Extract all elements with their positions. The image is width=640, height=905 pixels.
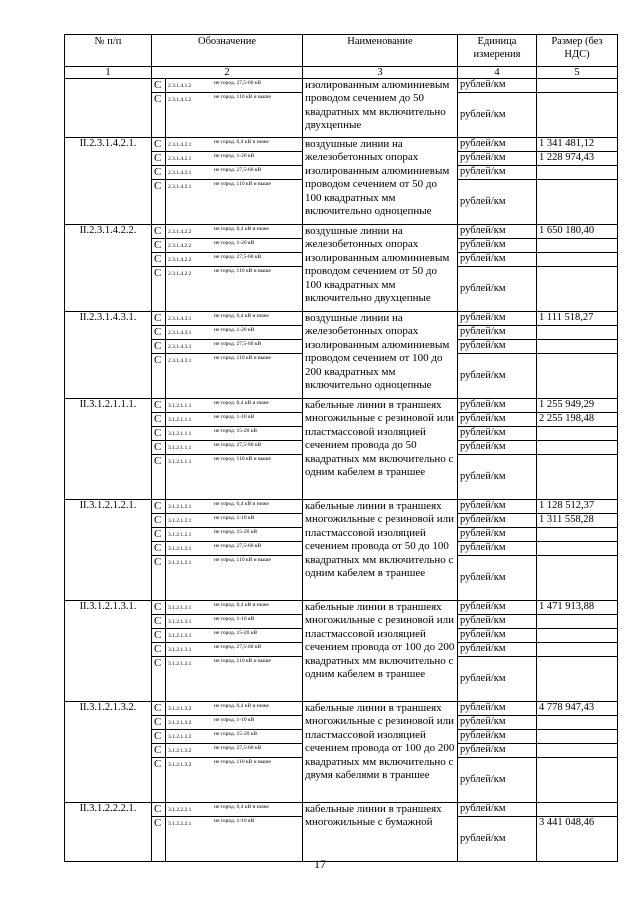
code-subtitle: не город. 1-10 кВ [214, 515, 255, 521]
designation-code [166, 152, 303, 166]
code-subtitle: не город. 1-20 кВ [214, 240, 255, 246]
designation-code [166, 528, 303, 542]
code-value: 3.1.2.1.2.1 [168, 518, 192, 524]
item-number: II.3.1.2.1.1.1. [65, 399, 152, 500]
code-value: 3.1.2.1.1.1 [168, 417, 192, 423]
item-number [65, 79, 152, 138]
code-letter: С [152, 730, 166, 744]
unit-cell: рублей/км [458, 239, 537, 253]
designation-code [166, 542, 303, 556]
unit-cell: рублей/км [458, 716, 537, 730]
code-subtitle: не город. 1-10 кВ [214, 717, 255, 723]
code-subtitle: не город. 1-20 кВ [214, 153, 255, 159]
code-subtitle: не город. 27,5-60 кВ [214, 745, 262, 751]
item-name: изолированным алюминиевым проводом сечением до 50 квадратных мм включительно двухцепные [303, 79, 458, 138]
unit-cell: рублей/км [458, 528, 537, 542]
unit-cell: рублей/км [458, 643, 537, 657]
designation-code [166, 758, 303, 803]
code-value: 2.3.1.4.1.2 [168, 97, 192, 103]
code-letter: С [152, 326, 166, 340]
table-row [65, 601, 618, 615]
code-value: 2.3.1.4.3.1 [168, 344, 192, 350]
designation-code [166, 803, 303, 817]
code-value: 3.1.2.1.3.1 [168, 661, 192, 667]
unit-cell: рублей/км [458, 629, 537, 643]
code-letter: С [152, 267, 166, 312]
designation-code [166, 643, 303, 657]
designation-code [166, 730, 303, 744]
column-numbers-row [65, 67, 618, 79]
code-value: 2.3.1.4.2.2 [168, 229, 192, 235]
code-value: 3.1.2.1.2.1 [168, 546, 192, 552]
code-letter: С [152, 500, 166, 514]
code-letter: С [152, 657, 166, 702]
table-row [65, 79, 618, 93]
designation-code [166, 413, 303, 427]
code-value: 3.1.2.2.2.1 [168, 807, 192, 813]
column-number: 2 [152, 67, 303, 79]
code-letter: С [152, 455, 166, 500]
code-letter: С [152, 758, 166, 803]
code-letter: С [152, 556, 166, 601]
code-subtitle: не город. 110 кВ и выше [214, 557, 271, 563]
unit-cell: рублей/км [458, 542, 537, 556]
table-row [65, 500, 618, 514]
designation-code [166, 180, 303, 225]
code-letter: С [152, 340, 166, 354]
designation-code [166, 239, 303, 253]
code-value: 2.3.1.4.2.1 [168, 156, 192, 162]
unit-cell: рублей/км [458, 93, 537, 138]
code-subtitle: не город. 0,4 кВ и ниже [214, 313, 269, 319]
designation-code [166, 326, 303, 340]
unit-cell: рублей/км [458, 413, 537, 427]
unit-cell: рублей/км [458, 514, 537, 528]
table-row [65, 225, 618, 239]
column-number: 5 [537, 67, 618, 79]
unit-cell: рублей/км [458, 615, 537, 629]
code-subtitle: не город. 27,5-60 кВ [214, 543, 262, 549]
designation-code [166, 629, 303, 643]
item-name: воздушные линии на железобетонных опорах изолированным алюминиевым проводом сечением от 100 до 200 квадратных мм включительно одноцепные [303, 312, 458, 399]
table-row [65, 702, 618, 716]
value-cell: 3 441 048,46 [537, 817, 618, 862]
unit-cell: рублей/км [458, 556, 537, 601]
value-cell [537, 542, 618, 556]
designation-code [166, 399, 303, 413]
item-number: II.2.3.1.4.3.1. [65, 312, 152, 399]
code-value: 3.1.2.1.3.1 [168, 647, 192, 653]
unit-cell: рублей/км [458, 702, 537, 716]
designation-code [166, 354, 303, 399]
item-name: воздушные линии на железобетонных опорах изолированным алюминиевым проводом сечением от 50 до 100 квадратных мм включительно одноцепные [303, 138, 458, 225]
code-letter: С [152, 427, 166, 441]
designation-code [166, 601, 303, 615]
value-cell [537, 528, 618, 542]
unit-cell: рублей/км [458, 744, 537, 758]
header-col-name: Наименование [303, 35, 458, 67]
code-subtitle: не город. 110 кВ и выше [214, 181, 271, 187]
value-cell: 2 255 198,48 [537, 413, 618, 427]
value-cell: 1 341 481,12 [537, 138, 618, 152]
designation-code [166, 253, 303, 267]
unit-cell: рублей/км [458, 253, 537, 267]
code-subtitle: не город. 0,4 кВ и ниже [214, 602, 269, 608]
code-letter: С [152, 629, 166, 643]
value-cell [537, 716, 618, 730]
value-cell [537, 643, 618, 657]
tariff-table [64, 34, 618, 862]
code-subtitle: не город. 27,5-60 кВ [214, 442, 262, 448]
value-cell [537, 326, 618, 340]
designation-code [166, 702, 303, 716]
item-number: II.2.3.1.4.2.2. [65, 225, 152, 312]
code-value: 3.1.2.1.3.1 [168, 633, 192, 639]
code-subtitle: не город. 1-20 кВ [214, 327, 255, 333]
value-cell [537, 239, 618, 253]
code-subtitle: не город. 110 кВ и выше [214, 268, 271, 274]
code-value: 3.1.2.1.3.2 [168, 706, 192, 712]
unit-cell: рублей/км [458, 758, 537, 803]
code-letter: С [152, 528, 166, 542]
code-letter: С [152, 180, 166, 225]
code-subtitle: не город. 110 кВ и выше [214, 759, 271, 765]
value-cell: 1 128 512,37 [537, 500, 618, 514]
code-subtitle: не город. 0,4 кВ и ниже [214, 400, 269, 406]
code-subtitle: не город. 110 кВ и выше [214, 658, 271, 664]
header-col-number: № п/п [65, 35, 152, 67]
code-letter: С [152, 601, 166, 615]
designation-code [166, 455, 303, 500]
code-subtitle: не город. 1-10 кВ [214, 616, 255, 622]
value-cell [537, 441, 618, 455]
unit-cell: рублей/км [458, 601, 537, 615]
designation-code [166, 267, 303, 312]
code-subtitle: не город. 1-10 кВ [214, 414, 255, 420]
code-letter: С [152, 615, 166, 629]
code-subtitle: не город. 0,4 кВ и ниже [214, 703, 269, 709]
unit-cell: рублей/км [458, 166, 537, 180]
designation-code [166, 93, 303, 138]
designation-code [166, 657, 303, 702]
designation-code [166, 744, 303, 758]
unit-cell: рублей/км [458, 399, 537, 413]
table-row [65, 803, 618, 817]
header-col-designation: Обозначение [152, 35, 303, 67]
code-value: 3.1.2.1.3.1 [168, 605, 192, 611]
code-value: 3.1.2.1.2.1 [168, 504, 192, 510]
header-col-unit: Единица измерения [458, 35, 537, 67]
value-cell [537, 354, 618, 399]
value-cell [537, 657, 618, 702]
designation-code [166, 500, 303, 514]
designation-code [166, 312, 303, 326]
value-cell [537, 180, 618, 225]
code-subtitle: не город. 110 кВ и выше [214, 355, 271, 361]
code-letter: С [152, 93, 166, 138]
code-value: 2.3.1.4.3.1 [168, 330, 192, 336]
code-letter: С [152, 803, 166, 817]
code-value: 3.1.2.1.1.1 [168, 445, 192, 451]
value-cell [537, 803, 618, 817]
unit-cell: рублей/км [458, 427, 537, 441]
code-letter: С [152, 399, 166, 413]
value-cell [537, 758, 618, 803]
designation-code [166, 716, 303, 730]
value-cell [537, 166, 618, 180]
code-subtitle: не город. 27,5-60 кВ [214, 341, 262, 347]
item-name: кабельные линии в траншеях многожильные с резиновой или пластмассовой изоляцией сечением провода от 50 до 100 квадратных мм включительно с одним кабелем в траншее [303, 500, 458, 601]
code-letter: С [152, 514, 166, 528]
code-value: 2.3.1.4.2.1 [168, 170, 192, 176]
unit-cell: рублей/км [458, 267, 537, 312]
unit-cell: рублей/км [458, 180, 537, 225]
value-cell: 1 650 180,40 [537, 225, 618, 239]
code-subtitle: не город. 15-20 кВ [214, 428, 258, 434]
code-letter: С [152, 253, 166, 267]
code-subtitle: не город. 110 кВ и выше [214, 456, 271, 462]
column-number: 3 [303, 67, 458, 79]
value-cell [537, 427, 618, 441]
designation-code [166, 427, 303, 441]
code-subtitle: не город. 15-20 кВ [214, 731, 258, 737]
code-subtitle: не город. 15-20 кВ [214, 630, 258, 636]
value-cell: 1 228 974,43 [537, 152, 618, 166]
code-letter: С [152, 817, 166, 862]
code-value: 2.3.1.4.2.2 [168, 243, 192, 249]
code-letter: С [152, 413, 166, 427]
code-letter: С [152, 354, 166, 399]
item-name: кабельные линии в траншеях многожильные с резиновой или пластмассовой изоляцией сечением провода от 100 до 200 квадратных мм включительно с одним кабелем в траншее [303, 601, 458, 702]
code-letter: С [152, 239, 166, 253]
unit-cell: рублей/км [458, 312, 537, 326]
code-letter: С [152, 138, 166, 152]
code-value: 3.1.2.1.3.2 [168, 762, 192, 768]
code-letter: С [152, 542, 166, 556]
value-cell [537, 615, 618, 629]
unit-cell: рублей/км [458, 152, 537, 166]
code-value: 3.1.2.1.1.1 [168, 459, 192, 465]
code-subtitle: не город. 0,4 кВ и ниже [214, 501, 269, 507]
table-row [65, 138, 618, 152]
unit-cell: рублей/км [458, 79, 537, 93]
code-letter: С [152, 441, 166, 455]
designation-code [166, 340, 303, 354]
designation-code [166, 514, 303, 528]
unit-cell: рублей/км [458, 730, 537, 744]
item-number: II.3.1.2.1.3.2. [65, 702, 152, 803]
table-row [65, 312, 618, 326]
value-cell [537, 744, 618, 758]
code-letter: С [152, 312, 166, 326]
code-letter: С [152, 166, 166, 180]
designation-code [166, 166, 303, 180]
value-cell: 4 778 947,43 [537, 702, 618, 716]
designation-code [166, 225, 303, 239]
code-subtitle: не город. 27,5-60 кВ [214, 644, 262, 650]
unit-cell: рублей/км [458, 138, 537, 152]
code-letter: С [152, 225, 166, 239]
value-cell: 1 255 949,29 [537, 399, 618, 413]
unit-cell: рублей/км [458, 340, 537, 354]
code-value: 3.1.2.1.1.1 [168, 403, 192, 409]
code-value: 2.3.1.4.3.1 [168, 358, 192, 364]
item-number: II.3.1.2.1.3.1. [65, 601, 152, 702]
unit-cell: рублей/км [458, 500, 537, 514]
unit-cell: рублей/км [458, 803, 537, 817]
designation-code [166, 79, 303, 93]
value-cell [537, 730, 618, 744]
unit-cell: рублей/км [458, 354, 537, 399]
code-subtitle: не город. 1-10 кВ [214, 818, 255, 824]
table-body [65, 79, 618, 862]
unit-cell: рублей/км [458, 326, 537, 340]
code-value: 3.1.2.1.1.1 [168, 431, 192, 437]
value-cell [537, 267, 618, 312]
code-letter: С [152, 643, 166, 657]
code-letter: С [152, 152, 166, 166]
unit-cell: рублей/км [458, 225, 537, 239]
unit-cell: рублей/км [458, 441, 537, 455]
code-value: 3.1.2.1.2.1 [168, 532, 192, 538]
value-cell [537, 455, 618, 500]
code-subtitle: не город. 110 кВ и выше [214, 94, 271, 100]
unit-cell: рублей/км [458, 817, 537, 862]
code-subtitle: не город. 0,4 кВ и ниже [214, 226, 269, 232]
unit-cell: рублей/км [458, 657, 537, 702]
code-letter: С [152, 702, 166, 716]
item-name: кабельные линии в траншеях многожильные с резиновой или пластмассовой изоляцией сечением провода от 100 до 200 квадратных мм включительно с двумя кабелями в траншее [303, 702, 458, 803]
code-value: 2.3.1.4.2.2 [168, 257, 192, 263]
code-value: 2.3.1.4.1.2 [168, 83, 192, 89]
header-row [65, 35, 618, 67]
header-col-size: Размер (без НДС) [537, 35, 618, 67]
item-number: II.3.1.2.2.2.1. [65, 803, 152, 862]
code-value: 3.1.2.2.2.1 [168, 821, 192, 827]
code-letter: С [152, 716, 166, 730]
value-cell [537, 79, 618, 93]
code-letter: С [152, 79, 166, 93]
designation-code [166, 615, 303, 629]
table-row [65, 399, 618, 413]
page-number: 17 [314, 857, 326, 871]
code-subtitle: не город. 0,4 кВ и ниже [214, 804, 269, 810]
unit-cell: рублей/км [458, 455, 537, 500]
designation-code [166, 138, 303, 152]
item-name: кабельные линии в траншеях многожильные с резиновой или пластмассовой изоляцией сечением провода до 50 квадратных мм включительно с одним кабелем в траншее [303, 399, 458, 500]
designation-code [166, 441, 303, 455]
code-subtitle: не город. 15-20 кВ [214, 529, 258, 535]
code-value: 3.1.2.1.3.2 [168, 734, 192, 740]
value-cell [537, 253, 618, 267]
code-value: 2.3.1.4.2.1 [168, 142, 192, 148]
code-value: 3.1.2.1.3.2 [168, 748, 192, 754]
column-number: 4 [458, 67, 537, 79]
value-cell [537, 93, 618, 138]
code-value: 3.1.2.1.3.2 [168, 720, 192, 726]
code-subtitle: не город. 27,5-60 кВ [214, 167, 262, 173]
item-name: воздушные линии на железобетонных опорах изолированным алюминиевым проводом сечением от 50 до 100 квадратных мм включительно двухцепные [303, 225, 458, 312]
column-number: 1 [65, 67, 152, 79]
value-cell: 1 471 913,88 [537, 601, 618, 615]
item-name: кабельные линии в траншеях многожильные с бумажной [303, 803, 458, 862]
code-value: 2.3.1.4.2.2 [168, 271, 192, 277]
item-number: II.2.3.1.4.2.1. [65, 138, 152, 225]
code-value: 2.3.1.4.3.1 [168, 316, 192, 322]
value-cell: 1 311 558,28 [537, 514, 618, 528]
item-number: II.3.1.2.1.2.1. [65, 500, 152, 601]
code-subtitle: не город. 27,5-60 кВ [214, 254, 262, 260]
value-cell [537, 629, 618, 643]
designation-code [166, 556, 303, 601]
value-cell: 1 111 518,27 [537, 312, 618, 326]
code-value: 3.1.2.1.3.1 [168, 619, 192, 625]
code-subtitle: не город. 27,5-60 кВ [214, 80, 262, 86]
value-cell [537, 556, 618, 601]
code-value: 2.3.1.4.2.1 [168, 184, 192, 190]
value-cell [537, 340, 618, 354]
code-letter: С [152, 744, 166, 758]
designation-code [166, 817, 303, 862]
code-value: 3.1.2.1.2.1 [168, 560, 192, 566]
code-subtitle: не город. 0,4 кВ и ниже [214, 139, 269, 145]
